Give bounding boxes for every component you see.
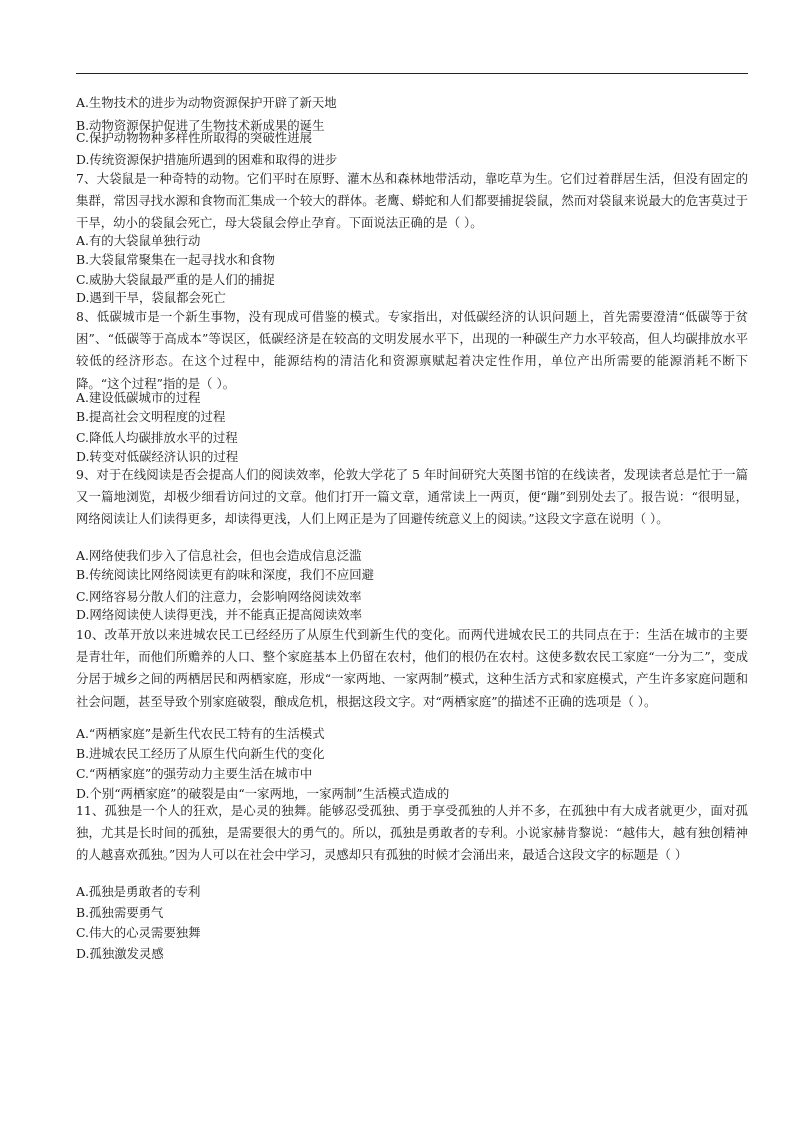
q7-stem: 7、大袋鼠是一种奇特的动物。它们平时在原野、灌木丛和森林地带活动，靠吃草为生。它们过着群居生活，但没有固定的集群，常因寻找水源和食物而汇集成一个较大的群体。老鹰、蟒蛇和人们都要捕捉袋鼠，然而对袋鼠来说最大的危害莫过于干旱，幼小的袋鼠会死亡，母大袋鼠会停止孕育。下面说法正确的是（ ）。 [76,171,748,231]
q10-option-c: C.“两栖家庭”的强劳动力主要生活在城市中 [76,766,313,781]
q10-option-b: B.进城农民工经历了从原生代向新生代的变化 [76,746,325,761]
q8-option-d: D.转变对低碳经济认识的过程 [76,449,239,464]
q11-stem: 11、孤独是一个人的狂欢，是心灵的独舞。能够忍受孤独、勇于享受孤独的人并不多，在孤独中有大成者就更少，面对孤独，尤其是长时间的孤独，是需要很大的勇气的。所以，孤独是勇敢者的专利。小说家赫肯黎说：“越伟大，越有独创精神的人越喜欢孤独。”因为人可以在社会中学习，灵感却只有孤独的时候才会涌出来，最适合这段文字的标题是（ ） [76,803,748,863]
q8-option-c: C.降低人均碳排放水平的过程 [76,430,238,445]
q8-option-b: B.提高社会文明程度的过程 [76,409,226,424]
q10-stem: 10、改革开放以来进城农民工已经经历了从原生代到新生代的变化。而两代进城农民工的共同点在于：生活在城市的主要是青壮年，而他们所赡养的人口、整个家庭基本上仍留在农村，他们的根仍在农村。这使多数农民工家庭“一分为二”，变成分居于城乡之间的两栖居民和两栖家庭，形成“一家两地、一家两制”模式，这种生活方式和家庭模式，产生许多家庭问题和社会问题，甚至导致个别家庭破裂，酿成危机，根据这段文字。对“两栖家庭”的描述不正确的选项是（ ）。 [76,627,748,709]
q10-option-d: D.个别“两栖家庭”的破裂是由“一家两地，一家两制”生活模式造成的 [76,786,450,801]
q6-option-a: A.生物技术的进步为动物资源保护开辟了新天地 [76,95,337,110]
q10-option-a: A.“两栖家庭”是新生代农民工特有的生活模式 [76,726,325,741]
q6-option-d: D.传统资源保护措施所遇到的困难和取得的进步 [76,152,338,167]
q9-option-a: A.网络使我们步入了信息社会，但也会造成信息泛滥 [76,548,362,563]
q11-option-d: D.孤独激发灵感 [76,946,164,961]
q11-option-a: A.孤独是勇敢者的专利 [76,884,201,899]
q7-option-b: B.大袋鼠常聚集在一起寻找水和食物 [76,252,275,267]
q9-option-b: B.传统阅读比网络阅读更有韵味和深度，我们不应回避 [76,567,375,582]
q6-option-b: B.动物资源保护促进了生物技术新成果的诞生 [76,118,325,133]
q6-option-c: C.保护动物物种多样性所取得的突破性进展 [76,130,313,145]
q9-stem: 9、对于在线阅读是否会提高人们的阅读效率，伦敦大学花了 5 年时间研究大英图书馆的在线读者，发现读者总是忙于一篇又一篇地浏览，却极少细看访问过的文章。他们打开一篇文章，通常读上一两页，便“蹦”到别处去了。报告说：“很明显，网络阅读让人们读得更多，却读得更浅，人们上网正是为了回避传统意义上的阅读。”这段文字意在说明（ ）。 [76,467,748,527]
q9-option-d: D.网络阅读使人读得更浅，并不能真正提高阅读效率 [76,607,363,622]
q9-option-c: C.网络容易分散人们的注意力，会影响网络阅读效率 [76,589,362,604]
q7-option-d: D.遇到干旱，袋鼠都会死亡 [76,290,226,305]
q8-stem: 8、低碳城市是一个新生事物，没有现成可借鉴的模式。专家指出，对低碳经济的认识问题上，首先需要澄清“低碳等于贫困”、“低碳等于高成本”等误区，低碳经济是在较高的文明发展水平下，出现的一种碳生产力水平较高，但人均碳排放水平较低的经济形态。在这个过程中，能源结构的清洁化和资源禀赋起着决定性作用，单位产出所需要的能源消耗不断下降。“这个过程”指的是（ ）。 [76,309,748,391]
q7-option-a: A.有的大袋鼠单独行动 [76,233,201,248]
q11-option-b: B.孤独需要勇气 [76,905,164,920]
header-rule [76,73,748,74]
q7-option-c: C.威胁大袋鼠最严重的是人们的捕捉 [76,272,275,287]
q11-option-c: C.伟大的心灵需要独舞 [76,925,201,940]
q8-option-a: A.建设低碳城市的过程 [76,390,201,405]
